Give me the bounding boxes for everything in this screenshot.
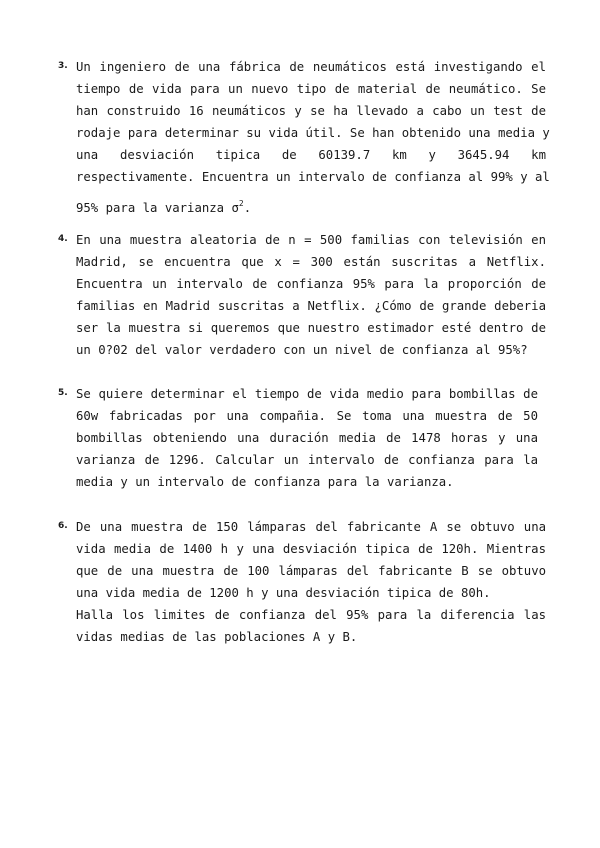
variance-period: . xyxy=(243,201,252,215)
variance-superscript: 2 xyxy=(238,199,244,208)
problem-line: una vida media de 1200 h y una desviación tipica de 80h. xyxy=(76,586,491,600)
problem-line: Un ingeniero de una fábrica de neumáticos está investigando el xyxy=(76,60,546,74)
problem-line: De una muestra de 150 lámparas del fabricante A se obtuvo una xyxy=(76,520,546,534)
problem-line: En una muestra aleatoria de n = 500 familias con televisión en xyxy=(76,233,546,247)
problem-number: 5. xyxy=(58,388,68,398)
problem-line: vida media de 1400 h y una desviación tipica de 120h. Mientras xyxy=(76,542,546,556)
problem-number: 4. xyxy=(58,234,68,244)
problem-line: rodaje para determinar su vida útil. Se han obtenido una media y xyxy=(76,126,550,140)
problem-line: varianza de 1296. Calcular un intervalo de confianza para la xyxy=(76,453,538,467)
problem-line-variance xyxy=(76,197,546,215)
problem-line: tiempo de vida para un nuevo tipo de material de neumático. Se xyxy=(76,82,546,96)
problem-line: que de una muestra de 100 lámparas del fabricante B se obtuvo xyxy=(76,564,546,578)
problem-line: una desviación tipica de 60139.7 km y 3645.94 km xyxy=(76,148,546,162)
problem-line: 60w fabricadas por una compañia. Se toma una muestra de 50 xyxy=(76,409,538,423)
problem-line: familias en Madrid suscritas a Netflix. ¿Cómo de grande deberia xyxy=(76,299,546,313)
problem-line: Halla los limites de confianza del 95% para la diferencia las xyxy=(76,608,546,622)
problem-line: respectivamente. Encuentra un intervalo de confianza al 99% y al xyxy=(76,170,550,184)
problem-line: un 0?02 del valor verdadero con un nivel de confianza al 95%? xyxy=(76,343,528,357)
problem-line: han construido 16 neumáticos y se ha llevado a cabo un test de xyxy=(76,104,546,118)
problem-line: media y un intervalo de confianza para la varianza. xyxy=(76,475,454,489)
problem-number: 6. xyxy=(58,521,68,531)
problem-line: bombillas obteniendo una duración media de 1478 horas y una xyxy=(76,431,538,445)
problem-line: ser la muestra si queremos que nuestro estimador esté dentro de xyxy=(76,321,546,335)
problem-line: Se quiere determinar el tiempo de vida medio para bombillas de xyxy=(76,387,538,401)
problem-number: 3. xyxy=(58,61,68,71)
problem-line: vidas medias de las poblaciones A y B. xyxy=(76,630,358,644)
problem-line: Encuentra un intervalo de confianza 95% para la proporción de xyxy=(76,277,546,291)
problem-line: Madrid, se encuentra que x = 300 están suscritas a Netflix. xyxy=(76,255,546,269)
variance-text: 95% para la varianza σ xyxy=(76,201,239,215)
